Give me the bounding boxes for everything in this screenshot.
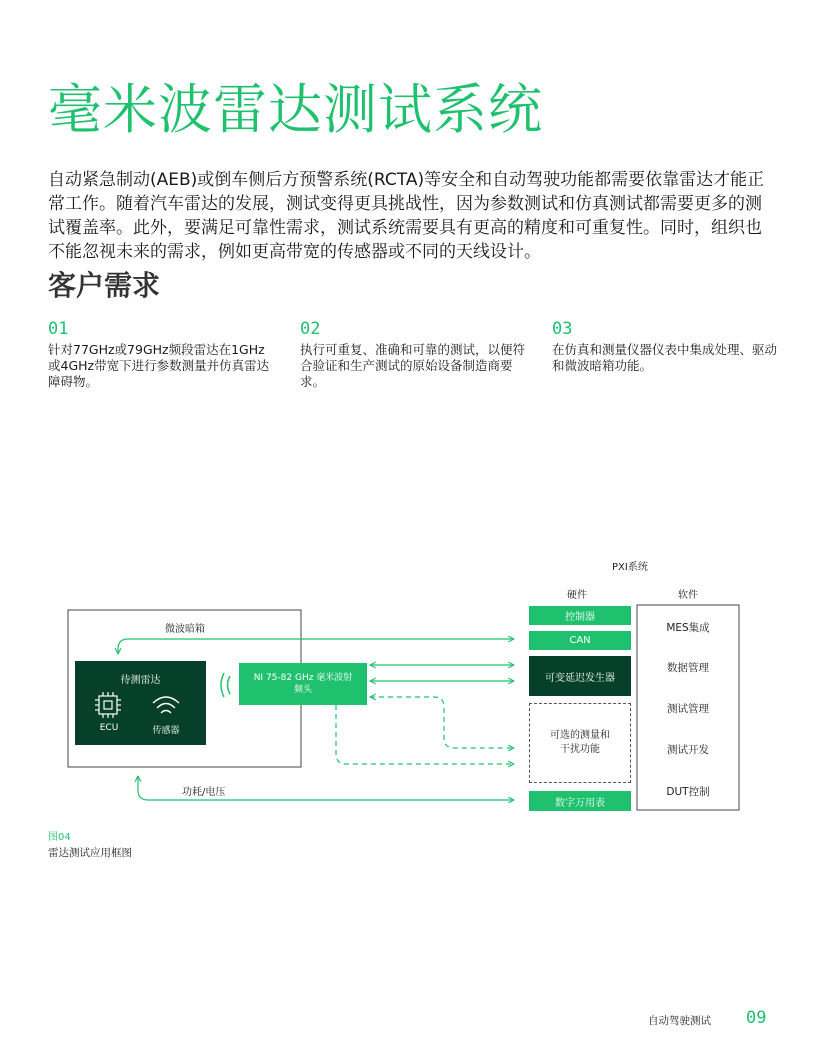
software-item-test-dev: 测试开发 bbox=[667, 744, 709, 756]
chamber-label: 微波暗箱 bbox=[165, 624, 205, 635]
requirement-text: 在仿真和测量仪器仪表中集成处理、驱动和微波暗箱功能。 bbox=[552, 342, 778, 373]
controller-box: 控制器 bbox=[529, 606, 631, 625]
optional-measurement-box: 可选的测量和干扰功能 bbox=[529, 703, 631, 783]
optional-arrow-1 bbox=[370, 697, 514, 748]
software-item-test-mgmt: 测试管理 bbox=[667, 703, 709, 715]
dmm-box: 数字万用表 bbox=[529, 791, 631, 811]
sensor-label: 传感器 bbox=[152, 726, 180, 736]
delay-generator-box: 可变延迟发生器 bbox=[529, 656, 631, 696]
software-label: 软件 bbox=[678, 590, 698, 601]
requirement-number: 02 bbox=[300, 319, 321, 339]
power-label: 功耗/电压 bbox=[182, 787, 226, 798]
figure-number: 图04 bbox=[48, 832, 71, 843]
page-number: 09 bbox=[746, 1008, 767, 1028]
optional-arrow-2 bbox=[336, 705, 514, 764]
chip-icon bbox=[95, 692, 121, 718]
requirement-2 bbox=[300, 318, 526, 390]
sensor-icon bbox=[153, 697, 179, 713]
figure-caption: 雷达测试应用框图 bbox=[48, 847, 132, 859]
footer-section: 自动驾驶测试 bbox=[648, 1015, 711, 1027]
software-item-mes: MES集成 bbox=[666, 622, 710, 634]
requirement-number: 03 bbox=[552, 319, 573, 339]
software-item-data: 数据管理 bbox=[667, 662, 709, 674]
wave-icon bbox=[221, 673, 224, 697]
dut-icons bbox=[75, 689, 206, 723]
can-box: CAN bbox=[529, 631, 631, 650]
requirement-number: 01 bbox=[48, 319, 69, 339]
dut-radar-block bbox=[75, 661, 206, 745]
radar-test-diagram bbox=[0, 540, 816, 840]
hardware-label: 硬件 bbox=[567, 590, 587, 601]
pxi-label: PXI系统 bbox=[612, 562, 648, 573]
requirement-text: 针对77GHz或79GHz频段雷达在1GHz或4GHz带宽下进行参数测量并仿真雷达障碍物。 bbox=[48, 342, 270, 389]
page-title: 毫米波雷达测试系统 bbox=[48, 78, 543, 141]
requirement-text: 执行可重复、准确和可靠的测试，以便符合验证和生产测试的原始设备制造商要求。 bbox=[300, 342, 526, 389]
dut-label: 待测雷达 bbox=[120, 675, 161, 686]
requirement-1 bbox=[48, 318, 274, 390]
frontend-box: NI 75-82 GHz 毫米波射频头 bbox=[239, 663, 367, 705]
ecu-label: ECU bbox=[99, 723, 119, 733]
section-title: 客户需求 bbox=[48, 269, 161, 302]
intro-paragraph: 自动紧急制动(AEB)或倒车侧后方预警系统(RCTA)等安全和自动驾驶功能都需要依靠雷达才能正常工作。随着汽车雷达的发展，测试变得更具挑战性，因为参数测试和仿真测试都需要更多的测试覆盖率。此外，要满足可靠性需求，测试系统需要具有更高的精度和可重复性。同时，组织也不能忽视未来的需求，例如更高带宽的传感器或不同的天线设计。 bbox=[48, 170, 765, 262]
software-item-dut-control: DUT控制 bbox=[666, 786, 710, 798]
requirement-3 bbox=[552, 318, 778, 374]
chamber-arrow bbox=[118, 639, 514, 654]
